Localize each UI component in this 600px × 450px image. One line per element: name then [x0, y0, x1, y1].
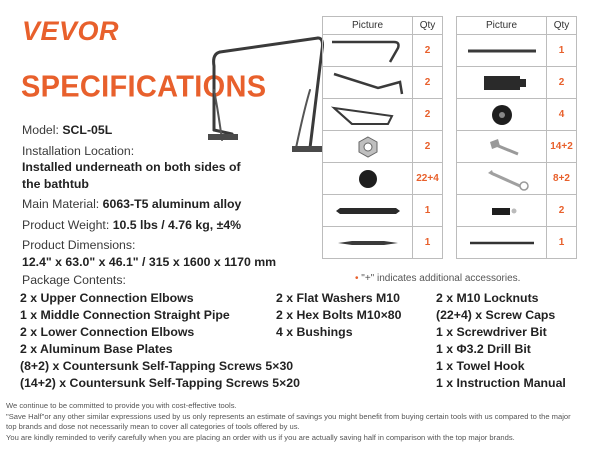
- material-value: 6063-T5 aluminum alloy: [102, 197, 242, 211]
- list-item: 2 x Upper Connection Elbows: [20, 291, 194, 305]
- specifications-list: [22, 122, 312, 270]
- table-row: [323, 35, 443, 67]
- installation-value-2: the bathtub: [22, 176, 89, 191]
- material-label: Main Material:: [22, 197, 100, 211]
- note-bullet: •: [355, 273, 359, 284]
- towel-hook-icon: [462, 198, 542, 224]
- lower-elbow-icon: [328, 70, 408, 96]
- table-row: [457, 35, 577, 67]
- qty-cell: 1: [413, 227, 443, 259]
- dimensions-label: Product Dimensions:: [22, 238, 136, 252]
- upper-elbow-icon: [328, 38, 408, 64]
- table-row: [323, 227, 443, 259]
- flat-washer-icon: [462, 102, 542, 128]
- list-item: 2 x Flat Washers M10: [276, 291, 400, 305]
- table-row: [323, 67, 443, 99]
- double-bit-icon: [328, 230, 408, 256]
- dimensions-value: 12.4" x 63.0" x 46.1" / 315 x 1600 x 1170 mm: [22, 254, 277, 269]
- disclaimer-line: We continue to be committed to provide you with cost-effective tools.: [6, 401, 237, 410]
- model-label: Model:: [22, 123, 59, 137]
- weight-row: [22, 217, 312, 234]
- table-row: [457, 67, 577, 99]
- list-item: (8+2) x Countersunk Self-Tapping Screws 5×30: [20, 359, 294, 373]
- disclaimer-line: top brands and dose not necessarily mean to cover all categories of tools offered by us.: [6, 422, 300, 432]
- drill-bit-icon: [462, 230, 542, 256]
- list-item: 2 x M10 Locknuts: [436, 291, 539, 305]
- list-item: (22+4) x Screw Caps: [436, 308, 556, 322]
- model-row: [22, 122, 312, 139]
- list-item: 4 x Bushings: [276, 325, 353, 339]
- qty-cell: 1: [547, 227, 577, 259]
- page-title: SPECIFICATIONS: [21, 70, 267, 104]
- disclaimer-line: "Save Half"or any other similar expressions used by us only represents an estimate of savings you might benefit from buying certain tools with us compared to the major: [6, 411, 571, 421]
- disclaimer-line: You are kindly reminded to verify carefully when you are placing an order with us if you are actually saving half in comparison with the top major brands.: [6, 432, 515, 442]
- list-item: 2 x Lower Connection Elbows: [20, 325, 195, 339]
- list-item: 1 x Instruction Manual: [436, 376, 566, 390]
- qty-cell: 22+4: [413, 163, 443, 195]
- qty-cell: 2: [547, 195, 577, 227]
- qty-cell: 4: [547, 99, 577, 131]
- aluminum-base-plate-icon: [328, 102, 408, 128]
- qty-cell: 2: [413, 67, 443, 99]
- installation-value-1: Installed underneath on both sides of: [22, 160, 241, 174]
- package-column-2: [276, 290, 401, 341]
- weight-value: 10.5 lbs / 4.76 kg, ±4%: [112, 217, 242, 232]
- installation-label: Installation Location:: [22, 143, 135, 158]
- m10-locknut-icon: [328, 134, 408, 160]
- list-item: 2 x Hex Bolts M10×80: [276, 308, 402, 322]
- brand-logo: VEVOR: [22, 16, 120, 46]
- qty-header: Qty: [413, 17, 443, 35]
- bushing-icon: [462, 70, 542, 96]
- table-row: [457, 195, 577, 227]
- material-row: [22, 196, 312, 213]
- package-column-3: [436, 290, 566, 392]
- screwdriver-bit-icon: [328, 198, 408, 224]
- qty-header: Qty: [547, 17, 577, 35]
- qty-cell: 2: [413, 131, 443, 163]
- table-row: [457, 227, 577, 259]
- list-item: 2 x Aluminum Base Plates: [20, 342, 173, 356]
- table-row: [457, 99, 577, 131]
- list-item: 1 x Middle Connection Straight Pipe: [20, 308, 230, 322]
- list-item: 1 x Towel Hook: [436, 359, 525, 373]
- parts-table-right: [456, 16, 577, 259]
- straight-pipe-icon: [462, 38, 542, 64]
- accessory-note: [355, 273, 520, 284]
- list-item: 1 x Screwdriver Bit: [436, 325, 547, 339]
- list-item: (14+2) x Countersunk Self-Tapping Screws 5×20: [20, 376, 300, 390]
- qty-cell: 2: [547, 67, 577, 99]
- table-row: [457, 131, 577, 163]
- screw-cap-icon: [328, 166, 408, 192]
- table-row: [323, 99, 443, 131]
- qty-cell: 8+2: [547, 163, 577, 195]
- self-tapping-screw-icon: [462, 166, 542, 192]
- table-row: [457, 163, 577, 195]
- qty-cell: 1: [413, 195, 443, 227]
- disclaimer: [6, 401, 596, 443]
- package-column-1: [20, 290, 300, 392]
- weight-label: Product Weight:: [22, 217, 110, 232]
- qty-cell: 1: [547, 35, 577, 67]
- qty-cell: 2: [413, 99, 443, 131]
- picture-header: Picture: [323, 17, 413, 35]
- list-item: 1 x Φ3.2 Drill Bit: [436, 342, 531, 356]
- table-row: [323, 163, 443, 195]
- model-value: SCL-05L: [62, 123, 113, 137]
- picture-header: Picture: [457, 17, 547, 35]
- hex-bolt-icon: [462, 134, 542, 160]
- qty-cell: 14+2: [547, 131, 577, 163]
- parts-table-left: [322, 16, 443, 259]
- table-row: [323, 195, 443, 227]
- package-contents-label: Package Contents:: [22, 273, 126, 287]
- qty-cell: 2: [413, 35, 443, 67]
- note-text: "+" indicates additional accessories.: [361, 273, 521, 284]
- table-row: [323, 131, 443, 163]
